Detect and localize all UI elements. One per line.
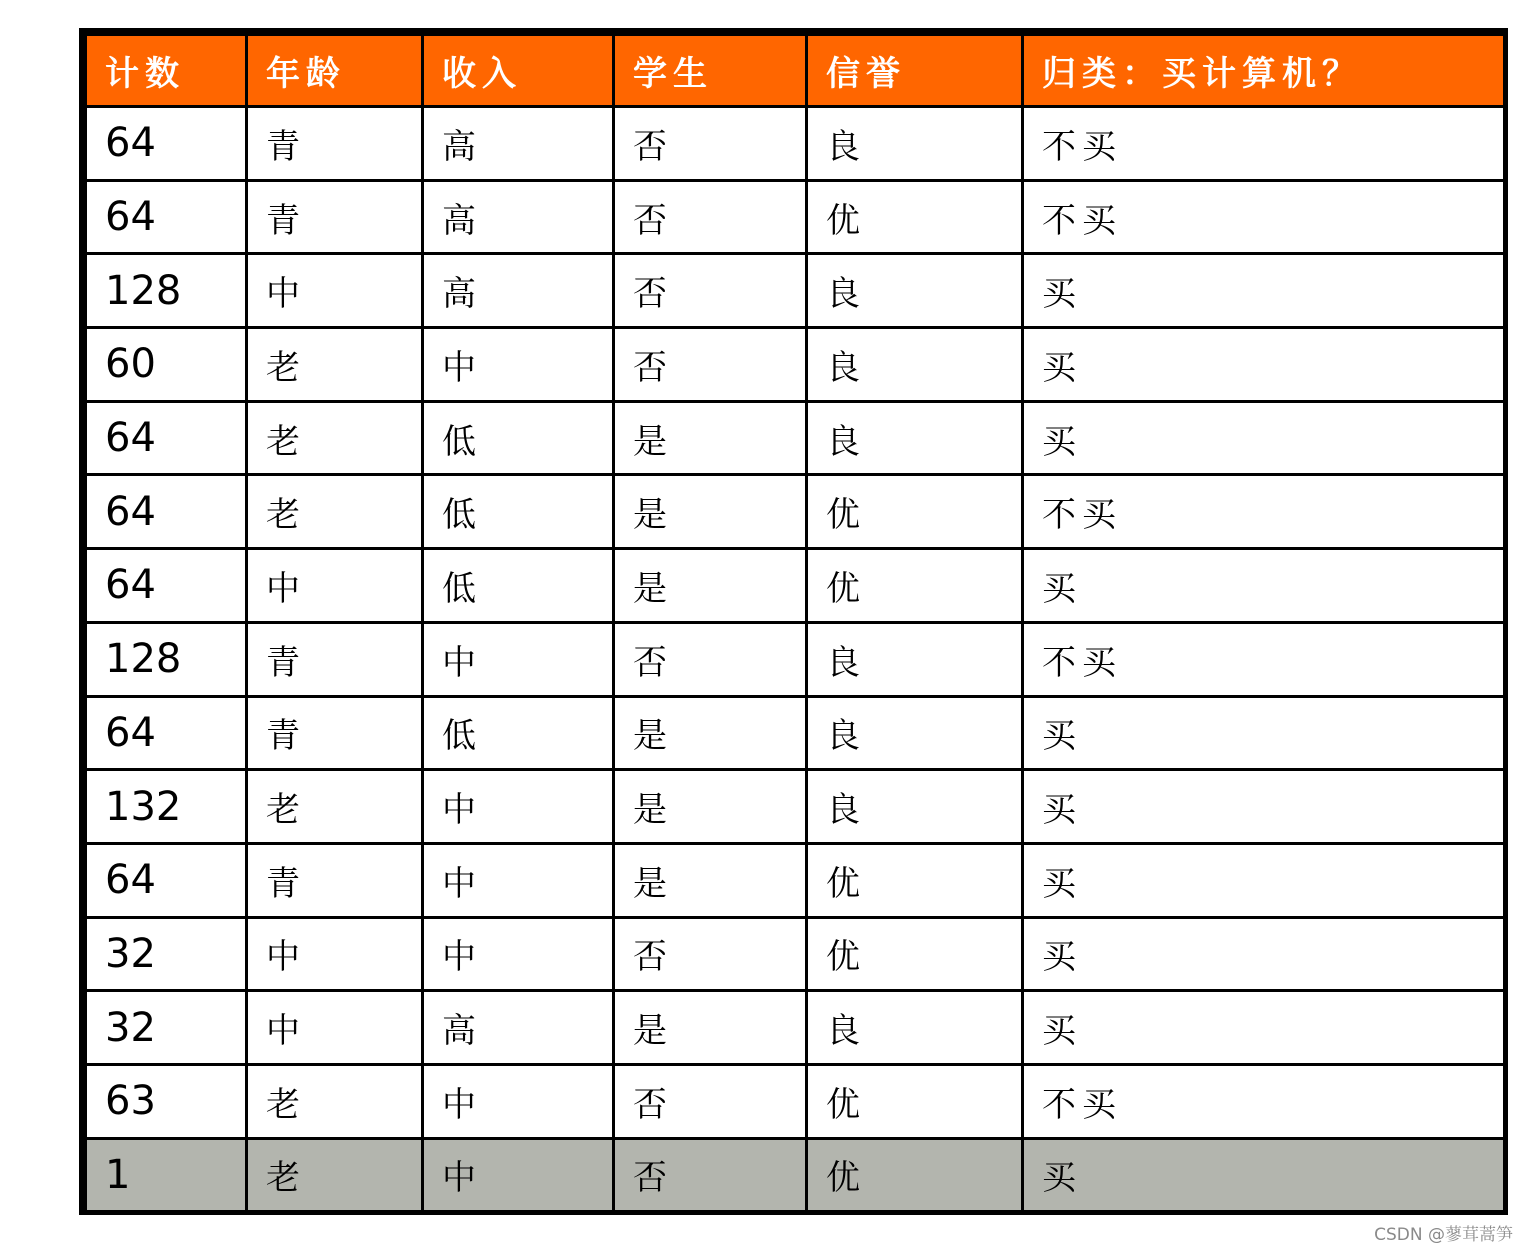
cell-student: 否	[614, 917, 807, 991]
cell-class: 买	[1023, 770, 1505, 844]
cell-count: 64	[86, 180, 247, 254]
cell-class: 买	[1023, 696, 1505, 770]
cell-age: 中	[247, 254, 423, 328]
table-row	[86, 549, 1505, 623]
data-table-container	[79, 28, 1508, 1215]
cell-class: 不买	[1023, 180, 1505, 254]
cell-count: 128	[86, 254, 247, 328]
cell-student: 否	[614, 622, 807, 696]
cell-class: 买	[1023, 254, 1505, 328]
cell-age: 青	[247, 696, 423, 770]
cell-class: 不买	[1023, 107, 1505, 181]
table-row	[86, 843, 1505, 917]
cell-credit: 优	[807, 917, 1023, 991]
table-header-row	[86, 35, 1505, 107]
cell-credit: 良	[807, 991, 1023, 1065]
cell-count: 60	[86, 328, 247, 402]
cell-age: 青	[247, 843, 423, 917]
table-body	[86, 107, 1505, 1212]
cell-student: 否	[614, 1064, 807, 1138]
cell-count: 64	[86, 107, 247, 181]
cell-age: 老	[247, 475, 423, 549]
table-row	[86, 770, 1505, 844]
header-count: 计数	[86, 35, 247, 107]
cell-class: 不买	[1023, 475, 1505, 549]
cell-count: 32	[86, 991, 247, 1065]
cell-age: 中	[247, 549, 423, 623]
watermark: CSDN @蓼茸蒿笋	[1374, 1225, 1513, 1245]
cell-income: 中	[423, 917, 614, 991]
cell-income: 低	[423, 475, 614, 549]
cell-class: 买	[1023, 401, 1505, 475]
cell-income: 低	[423, 401, 614, 475]
cell-age: 青	[247, 180, 423, 254]
cell-student: 否	[614, 107, 807, 181]
cell-age: 老	[247, 328, 423, 402]
cell-student: 否	[614, 328, 807, 402]
table-row	[86, 917, 1505, 991]
cell-credit: 优	[807, 180, 1023, 254]
cell-class: 买	[1023, 843, 1505, 917]
header-credit: 信誉	[807, 35, 1023, 107]
cell-income: 高	[423, 107, 614, 181]
cell-class: 买	[1023, 917, 1505, 991]
cell-income: 中	[423, 770, 614, 844]
cell-student: 是	[614, 696, 807, 770]
cell-credit: 良	[807, 770, 1023, 844]
cell-count: 64	[86, 401, 247, 475]
cell-count: 132	[86, 770, 247, 844]
header-income: 收入	[423, 35, 614, 107]
cell-income: 高	[423, 254, 614, 328]
header-age: 年龄	[247, 35, 423, 107]
table-row	[86, 180, 1505, 254]
cell-class: 不买	[1023, 622, 1505, 696]
cell-age: 中	[247, 991, 423, 1065]
cell-count: 1	[86, 1138, 247, 1212]
cell-credit: 优	[807, 475, 1023, 549]
cell-income: 低	[423, 696, 614, 770]
cell-class: 买	[1023, 1138, 1505, 1212]
cell-credit: 良	[807, 328, 1023, 402]
cell-student: 否	[614, 1138, 807, 1212]
cell-count: 32	[86, 917, 247, 991]
cell-credit: 良	[807, 107, 1023, 181]
cell-age: 老	[247, 1064, 423, 1138]
cell-student: 是	[614, 475, 807, 549]
cell-credit: 优	[807, 1064, 1023, 1138]
buy-computer-table	[84, 33, 1506, 1213]
cell-student: 否	[614, 180, 807, 254]
cell-income: 中	[423, 1064, 614, 1138]
table-row	[86, 107, 1505, 181]
cell-age: 老	[247, 401, 423, 475]
cell-income: 中	[423, 328, 614, 402]
cell-student: 是	[614, 770, 807, 844]
cell-class: 不买	[1023, 1064, 1505, 1138]
table-row	[86, 696, 1505, 770]
cell-credit: 优	[807, 843, 1023, 917]
cell-income: 高	[423, 180, 614, 254]
cell-count: 64	[86, 475, 247, 549]
cell-student: 是	[614, 843, 807, 917]
cell-student: 是	[614, 401, 807, 475]
header-student: 学生	[614, 35, 807, 107]
table-row	[86, 1064, 1505, 1138]
cell-count: 64	[86, 843, 247, 917]
cell-class: 买	[1023, 328, 1505, 402]
cell-count: 64	[86, 549, 247, 623]
header-class-buy-computer: 归类：买计算机？	[1023, 35, 1505, 107]
table-row	[86, 328, 1505, 402]
cell-income: 中	[423, 622, 614, 696]
cell-credit: 良	[807, 696, 1023, 770]
cell-class: 买	[1023, 991, 1505, 1065]
cell-age: 老	[247, 1138, 423, 1212]
cell-credit: 良	[807, 622, 1023, 696]
cell-income: 高	[423, 991, 614, 1065]
cell-credit: 优	[807, 549, 1023, 623]
table-row	[86, 1138, 1505, 1212]
table-row	[86, 254, 1505, 328]
cell-class: 买	[1023, 549, 1505, 623]
cell-age: 青	[247, 622, 423, 696]
cell-income: 中	[423, 843, 614, 917]
cell-student: 否	[614, 254, 807, 328]
table-row	[86, 991, 1505, 1065]
cell-income: 中	[423, 1138, 614, 1212]
cell-count: 63	[86, 1064, 247, 1138]
cell-student: 是	[614, 549, 807, 623]
table-row	[86, 622, 1505, 696]
table-row	[86, 401, 1505, 475]
cell-credit: 良	[807, 401, 1023, 475]
cell-age: 青	[247, 107, 423, 181]
cell-age: 中	[247, 917, 423, 991]
cell-student: 是	[614, 991, 807, 1065]
table-row	[86, 475, 1505, 549]
cell-credit: 良	[807, 254, 1023, 328]
cell-count: 64	[86, 696, 247, 770]
cell-credit: 优	[807, 1138, 1023, 1212]
cell-age: 老	[247, 770, 423, 844]
cell-income: 低	[423, 549, 614, 623]
cell-count: 128	[86, 622, 247, 696]
